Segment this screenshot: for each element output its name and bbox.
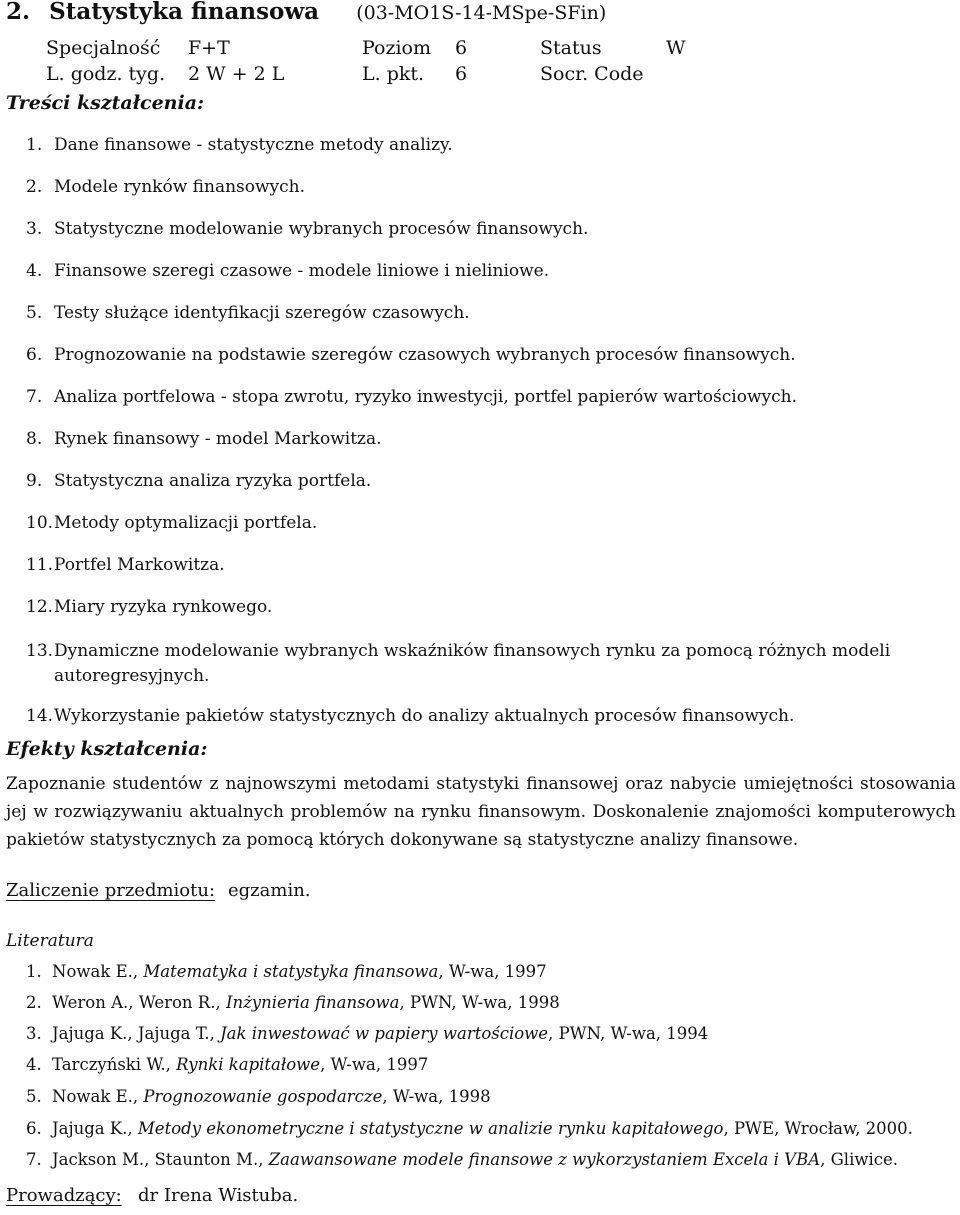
- lecturer-label: Prowadzący:: [6, 1185, 122, 1206]
- list-item: 10.Metody optymalizacji portfela.: [26, 513, 318, 533]
- course-title-row: [6, 0, 606, 25]
- content-heading: Treści kształcenia:: [6, 92, 205, 114]
- course-title: Statystyka finansowa: [49, 0, 320, 25]
- list-item: 4. Tarczyński W., Rynki kapitałowe, W-wa, 1997: [26, 1055, 429, 1074]
- level-label: Poziom: [362, 37, 431, 59]
- hours-label: L. godz. tyg.: [46, 63, 166, 85]
- lecturer-value: dr Irena Wistuba.: [138, 1185, 299, 1206]
- list-item: 11.Portfel Markowitza.: [26, 555, 225, 575]
- hours-value: 2 W + 2 L: [188, 63, 285, 85]
- course-code: (03-MO1S-14-MSpe-SFin): [356, 2, 607, 24]
- list-item: 14.Wykorzystanie pakietów statystycznych do analizy aktualnych procesów finansowych.: [26, 706, 795, 726]
- list-item: 13. Dynamiczne modelowanie wybranych wskaźników finansowych rynku za pomocą różnych modeli autoregresyjnych.: [26, 641, 891, 686]
- list-item: 6. Prognozowanie na podstawie szeregów czasowych wybranych procesów finansowych.: [26, 345, 796, 365]
- list-item: 6. Jajuga K., Metody ekonometryczne i statystyczne w analizie rynku kapitałowego, PWE, Wrocław, 2000.: [26, 1119, 913, 1138]
- list-item: 7. Jackson M., Staunton M., Zaawansowane modele finansowe z wykorzystaniem Excela i VBA, Gliwice.: [26, 1150, 899, 1169]
- list-item: 5. Nowak E., Prognozowanie gospodarcze, W-wa, 1998: [26, 1087, 491, 1106]
- list-item: 5. Testy służące identyfikacji szeregów czasowych.: [26, 303, 470, 323]
- list-item: 1. Nowak E., Matematyka i statystyka finansowa, W-wa, 1997: [26, 962, 547, 981]
- section-number: 2.: [6, 0, 31, 25]
- list-item: 3. Statystyczne modelowanie wybranych procesów finansowych.: [26, 219, 589, 239]
- list-item: 4. Finansowe szeregi czasowe - modele liniowe i nieliniowe.: [26, 261, 550, 281]
- list-item: 12.Miary ryzyka rynkowego.: [26, 597, 273, 617]
- list-item: 9. Statystyczna analiza ryzyka portfela.: [26, 471, 372, 491]
- effects-heading: Efekty kształcenia:: [6, 738, 208, 760]
- list-item: 2. Modele rynków finansowych.: [26, 177, 306, 197]
- list-item: 8. Rynek finansowy - model Markowitza.: [26, 429, 382, 449]
- status-label: Status: [540, 37, 602, 59]
- status-value: W: [666, 37, 686, 59]
- list-item: 3. Jajuga K., Jajuga T., Jak inwestować w papiery wartościowe, PWN, W-wa, 1994: [26, 1024, 709, 1043]
- literature-heading: Literatura: [6, 931, 94, 951]
- list-item: 1. Dane finansowe - statystyczne metody analizy.: [26, 135, 453, 155]
- assessment-label: Zaliczenie przedmiotu:: [6, 880, 216, 901]
- specialty-value: F+T: [188, 37, 230, 59]
- points-value: 6: [455, 63, 468, 85]
- specialty-label: Specjalność: [46, 37, 161, 59]
- level-value: 6: [455, 37, 468, 59]
- code-label: Socr. Code: [540, 63, 644, 85]
- effects-paragraph: Zapoznanie studentów z najnowszymi metodami statystyki finansowej oraz nabycie umiejętności stosowania jej w rozwiązywaniu aktualnych problemów na rynku finansowym. Doskonalenie znajomości komputerowych pakietów statystycznych za pomocą których dokonywane są statystyczne analizy finansowe.: [6, 774, 956, 850]
- points-label: L. pkt.: [362, 63, 425, 85]
- assessment-value: egzamin.: [228, 880, 311, 901]
- list-item: 7. Analiza portfelowa - stopa zwrotu, ryzyko inwestycji, portfel papierów wartościowych.: [26, 387, 797, 407]
- list-item: 2. Weron A., Weron R., Inżynieria finansowa, PWN, W-wa, 1998: [26, 993, 560, 1012]
